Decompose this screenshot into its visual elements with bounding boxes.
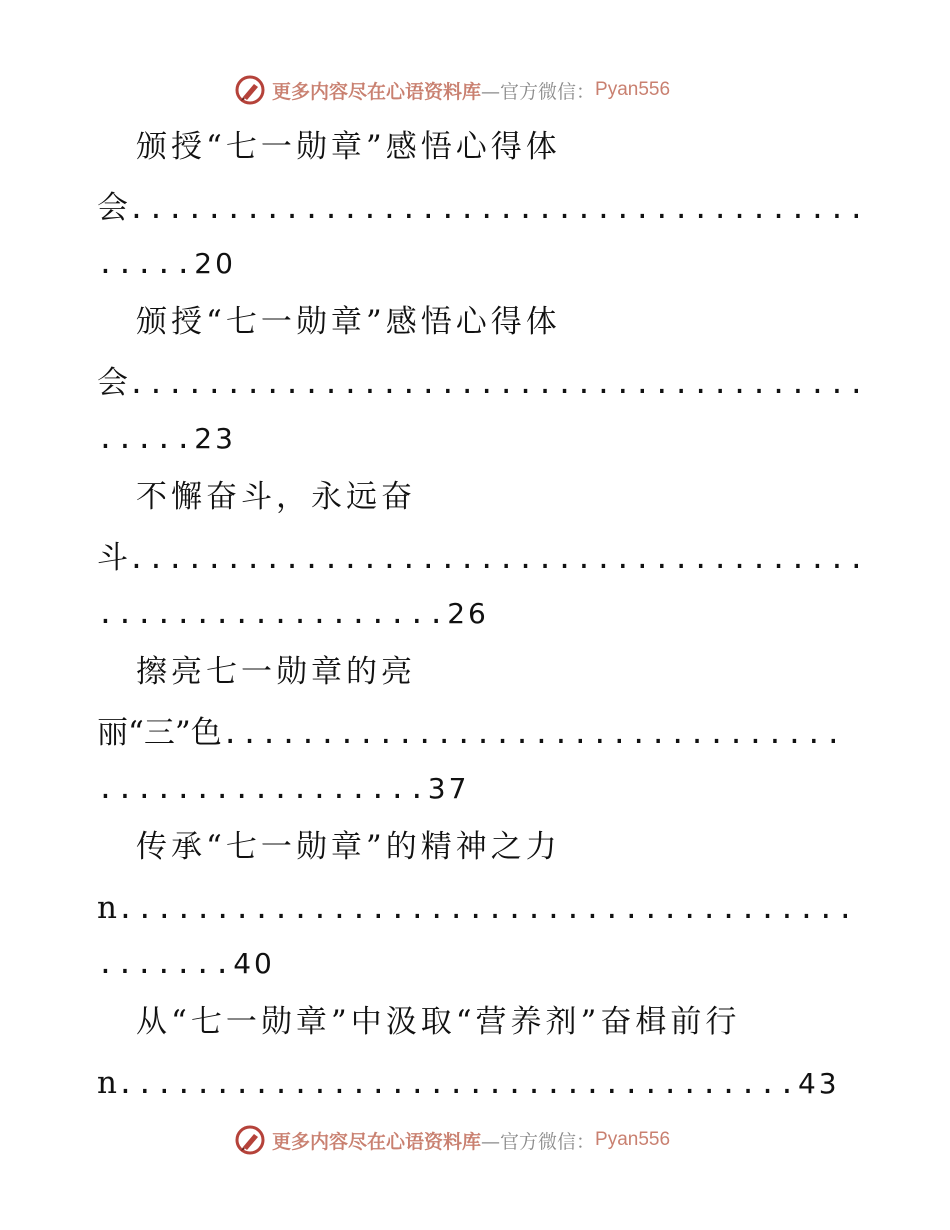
toc-entry-6-tail: n — [97, 1065, 117, 1101]
toc-entry-5-page-number: 40 — [233, 947, 275, 980]
toc-entry-1-page-line — [97, 243, 236, 284]
toc-entry-2-leader-line — [97, 363, 867, 404]
toc-entry-6-leader-line — [97, 1063, 840, 1104]
toc-entry-3-tail: 斗 — [97, 540, 128, 576]
toc-entry-4-leader-line — [97, 713, 844, 754]
toc-entry-4-dots: ................................ — [221, 717, 845, 750]
toc-entry-4-tail: 丽“三”色 — [97, 715, 222, 751]
header-banner — [234, 72, 670, 108]
toc-entry-4-page-line — [97, 768, 469, 809]
toc-entry-6-dots: ................................... — [116, 1067, 798, 1100]
toc-entry-3-dots-cont: .................. — [97, 597, 448, 630]
toc-entry-3-page-line — [97, 593, 489, 634]
toc-entry-1-title: 颁授“七一勋章”感悟心得体 — [136, 129, 561, 165]
footer-banner-wechat-id: Pyan556 — [595, 1129, 671, 1150]
toc-entry-1-leader-line — [97, 188, 867, 229]
toc-entry-3-dots: ...................................... — [128, 542, 868, 575]
header-banner-wechat-id: Pyan556 — [595, 79, 671, 100]
toc-entry-3-page-number: 26 — [447, 597, 489, 630]
toc-entry-5-leader-line — [97, 888, 856, 929]
toc-entry-2-page-number: 23 — [194, 422, 236, 455]
toc-entry-4-page-number: 37 — [427, 772, 470, 805]
toc-entry-1-tail: 会 — [97, 190, 128, 226]
footer-banner-subtext: —官方微信： — [481, 1130, 596, 1153]
toc-entry-3-title: 不懈奋斗，永远奋 — [136, 479, 416, 515]
pen-logo-icon — [234, 74, 266, 106]
toc-entry-2-page-line — [97, 418, 236, 459]
toc-entry-2-dots: ...................................... — [128, 367, 868, 400]
toc-entry-5-dots-cont: ....... — [97, 947, 234, 980]
toc-entry-1-dots-cont: ..... — [97, 247, 195, 280]
footer-banner — [234, 1122, 670, 1158]
toc-entry-6-title: 从“七一勋章”中汲取“营养剂”奋楫前行 — [136, 1004, 741, 1040]
toc-entry-2-dots-cont: ..... — [97, 422, 195, 455]
toc-entry-1-page-number: 20 — [194, 247, 236, 280]
toc-entry-6-page-number: 43 — [797, 1067, 840, 1100]
pen-logo-icon — [234, 1124, 266, 1156]
toc-entry-5-title: 传承“七一勋章”的精神之力 — [136, 829, 561, 865]
toc-entry-4-title: 擦亮七一勋章的亮 — [136, 654, 416, 690]
toc-entry-1-dots: ...................................... — [128, 192, 868, 225]
footer-banner-text: 更多内容尽在心语资料库 — [272, 1130, 482, 1153]
toc-entry-3-leader-line — [97, 538, 867, 579]
toc-entry-5-tail: n — [97, 890, 117, 926]
header-banner-text: 更多内容尽在心语资料库 — [272, 80, 482, 103]
toc-entry-4-dots-cont: ................. — [97, 772, 428, 805]
toc-entry-2-title: 颁授“七一勋章”感悟心得体 — [136, 304, 561, 340]
toc-entry-5-page-line — [97, 943, 275, 984]
toc-entry-5-dots: ...................................... — [116, 892, 857, 925]
header-banner-subtext: —官方微信： — [481, 80, 596, 103]
toc-entry-2-tail: 会 — [97, 365, 128, 401]
